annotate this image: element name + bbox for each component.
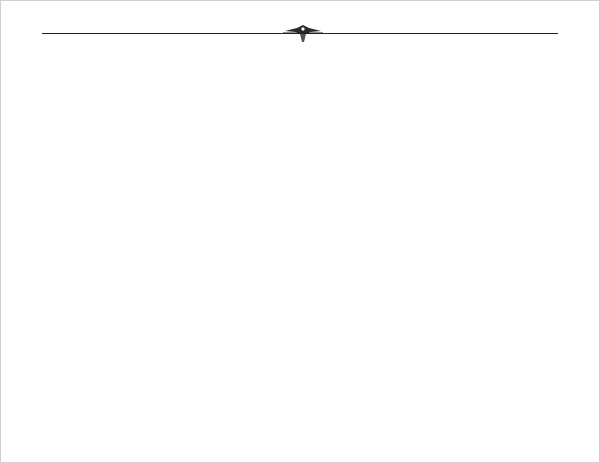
dagger-eagle-icon — [283, 22, 323, 44]
